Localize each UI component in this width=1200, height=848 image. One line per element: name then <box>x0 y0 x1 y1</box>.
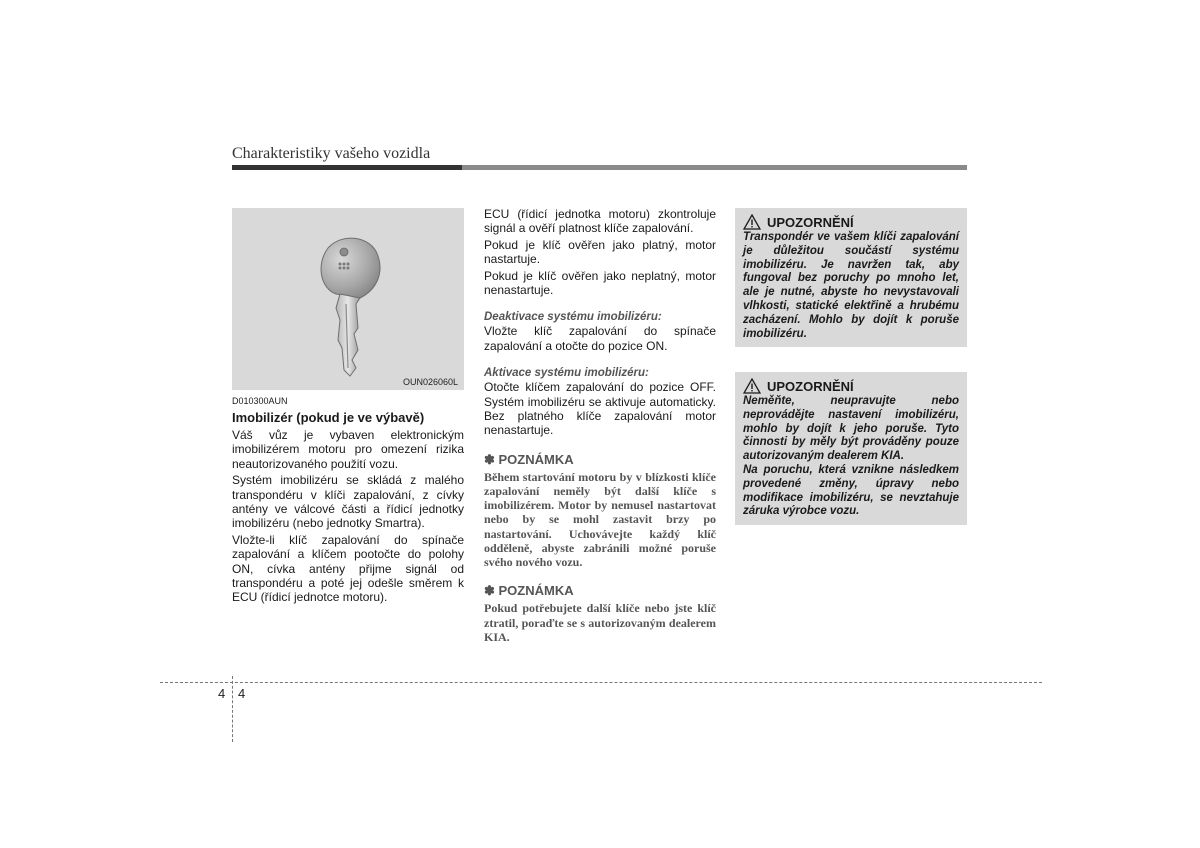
page-header-title: Charakteristiky vašeho vozidla <box>232 145 431 162</box>
paragraph: Váš vůz je vybaven elektronickým imobilizérem motoru pro omezení rizika neautorizovaného použití vozu. <box>232 428 464 471</box>
note-text: Během startování motoru by v blízkosti klíče zapalování neměly být další klíče s imobilizérem. Motor by nemusel nastartovat nebo by se mohl zastavit brzy po nastartování. Uchovávejte každý klíč odděleně, abyste zabránili možné poruše svého nového vozu. <box>484 469 716 570</box>
header-rule-accent <box>232 165 462 170</box>
paragraph: Systém imobilizéru se skládá z malého transpondéru v klíči zapalování, z cívky antény ve válcové části a řídicí jednotky imobilizéru (nebo jednotky Smartra). <box>232 473 464 531</box>
footer-vertical-divider <box>232 676 233 742</box>
warning-text: Transpondér ve vašem klíči zapalování je důležitou součástí systému imobilizéru. Je navržen tak, aby fungoval bez poruchy po mnoho let, ale je nutné, abyste ho nevystavovali vlhkosti, statické elektřině a hrubému zacházení. Mohlo by dojít k poruše imobilizéru. <box>743 231 959 340</box>
middle-column <box>484 207 716 644</box>
key-figure <box>232 208 464 390</box>
document-id: D010300AUN <box>232 396 288 406</box>
deactivation-title: Deaktivace systému imobilizéru: <box>484 311 662 324</box>
note-title: ✽ POZNÁMKA <box>484 583 574 599</box>
warning-triangle-icon <box>743 378 761 394</box>
footer-divider <box>160 682 1042 683</box>
paragraph: Vložte-li klíč zapalování do spínače zapalování a klíčem pootočte do polohy ON, cívka antény přijme signál od transpondéru a poté jej odešle směrem k ECU (řídicí jednotce motoru). <box>232 532 464 605</box>
warning-title: UPOZORNĚNÍ <box>767 378 854 394</box>
paragraph: Pokud je klíč ověřen jako platný, motor nastartuje. <box>484 237 716 267</box>
activation-title: Aktivace systému imobilizéru: <box>484 367 649 380</box>
deactivation-text: Vložte klíč zapalování do spínače zapalování a otočte do pozice ON. <box>484 324 716 353</box>
figure-code: OUN026060L <box>402 377 458 387</box>
paragraph: ECU (řídicí jednotka motoru) zkontroluje signál a ověří platnost klíče zapalování. <box>484 207 716 236</box>
chapter-number: 4 <box>218 686 226 701</box>
left-column <box>232 208 464 607</box>
warning-box <box>735 372 967 525</box>
warning-box <box>735 208 967 347</box>
ignition-key-icon <box>232 208 464 390</box>
page-number: 4 <box>238 686 246 701</box>
warning-triangle-icon <box>743 214 761 230</box>
paragraph: Pokud je klíč ověřen jako neplatný, motor nenastartuje. <box>484 268 716 298</box>
section-title: Imobilizér (pokud je ve výbavě) <box>232 410 425 425</box>
warning-text: Neměňte, neupravujte nebo neprovádějte nastavení imobilizéru, mohlo by dojít k jeho poruše. Tyto činnosti by měly být prováděny pouze autorizovaným dealerem KIA. <box>743 395 959 463</box>
activation-text: Otočte klíčem zapalování do pozice OFF. Systém imobilizéru se aktivuje automaticky. Bez platného klíče zapalování motor nenastartuje. <box>484 380 716 438</box>
note-title: ✽ POZNÁMKA <box>484 451 574 467</box>
warning-title: UPOZORNĚNÍ <box>767 214 854 230</box>
warning-text: Na poruchu, která vznikne následkem provedené změny, úpravy nebo modifikace imobilizéru, se nevztahuje záruka výrobce vozu. <box>743 463 959 518</box>
note-text: Pokud potřebujete další klíče nebo jste klíč ztratil, poraďte se s autorizovaným dealerem KIA. <box>484 601 716 644</box>
